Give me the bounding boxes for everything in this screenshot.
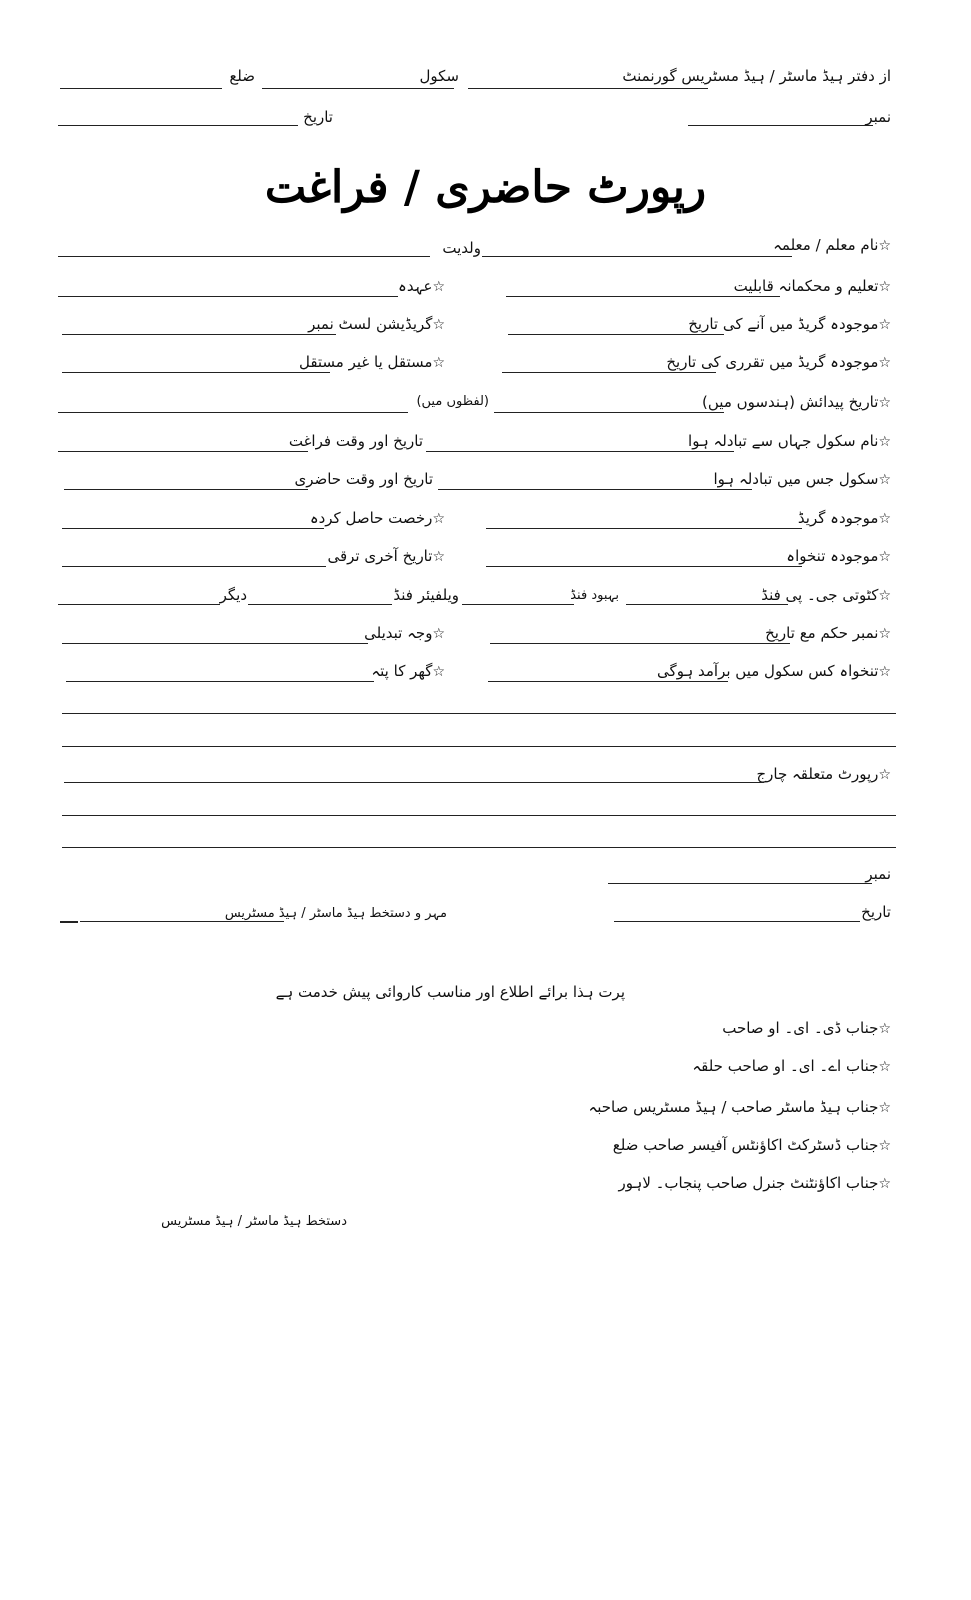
- parentage-field[interactable]: [58, 256, 430, 257]
- district-field[interactable]: [60, 88, 222, 89]
- recipient-label: جناب اے۔ ای۔ او صاحب حلقہ: [692, 1057, 879, 1075]
- designation-field[interactable]: [58, 296, 398, 297]
- order-no-date-field[interactable]: [490, 643, 790, 644]
- field-label: گریڈیشن لسٹ نمبر: [308, 315, 433, 333]
- star-icon: ☆: [878, 238, 891, 254]
- current-grade-field[interactable]: [486, 528, 802, 529]
- field-label: وجہ تبدیلی: [364, 624, 433, 642]
- recipient-item: [692, 1056, 891, 1077]
- transfer-reason-field[interactable]: [62, 643, 368, 644]
- field-label: رپورٹ متعلقہ چارج: [756, 765, 879, 783]
- star-icon: ☆: [878, 588, 891, 604]
- star-icon: ☆: [878, 355, 891, 371]
- field-label: مستقل یا غیر مستقل: [298, 353, 433, 371]
- seal-signature-field[interactable]: [80, 921, 284, 922]
- teacher-name-label: [773, 235, 891, 256]
- forwarding-note: پرت ہذا برائے اطلاع اور مناسب کاروائی پیش خدمت ہے: [275, 983, 625, 1001]
- gp-fund-label: [761, 585, 891, 606]
- star-icon: ☆: [878, 626, 891, 642]
- field-label: موجودہ گریڈ میں آنے کی تاریخ: [688, 315, 879, 333]
- qualification-field[interactable]: [506, 296, 780, 297]
- school-name-field[interactable]: [468, 88, 708, 89]
- current-salary-field[interactable]: [486, 566, 802, 567]
- recipient-item: [613, 1135, 891, 1156]
- charge-report-field[interactable]: [64, 782, 764, 783]
- footer-date-label: تاریخ: [861, 903, 891, 921]
- star-icon: ☆: [432, 355, 445, 371]
- dob-words-label: (لفظوں میں): [416, 394, 489, 409]
- page-title: رپورٹ حاضری / فراغت: [264, 162, 707, 213]
- date-field[interactable]: [58, 125, 298, 126]
- field-label: تاریخ پیدائش (ہندسوں میں): [702, 393, 879, 411]
- star-icon: ☆: [878, 317, 891, 333]
- joining-datetime-field[interactable]: [64, 489, 308, 490]
- footer-number-field[interactable]: [608, 883, 872, 884]
- field-label: نام معلم / معلمہ: [773, 236, 879, 254]
- field-label: موجودہ گریڈ: [797, 509, 879, 527]
- field-label: سکول جس میں تبادلہ ہوا: [713, 470, 879, 488]
- designation-label: [398, 276, 445, 297]
- star-icon: ☆: [878, 1059, 891, 1075]
- current-salary-label: [786, 546, 891, 567]
- recipient-item: [588, 1097, 891, 1118]
- field-label: موجودہ تنخواہ: [786, 547, 879, 565]
- star-icon: ☆: [878, 434, 891, 450]
- permanent-status-field[interactable]: [62, 372, 330, 373]
- recipient-label: جناب اکاؤنٹنٹ جنرل صاحب پنجاب۔ لاہور: [618, 1174, 879, 1192]
- star-icon: ☆: [432, 279, 445, 295]
- transferred-to-label: [713, 469, 891, 490]
- star-icon: ☆: [878, 511, 891, 527]
- number-label: نمبر: [865, 108, 891, 126]
- parentage-label: ولدیت: [442, 239, 481, 257]
- appointment-date-label: [666, 352, 891, 373]
- headmaster-signature-label: دستخط ہیڈ ماسٹر / ہیڈ مسٹریس: [161, 1214, 347, 1229]
- field-label: نام سکول جہاں سے تبادلہ ہوا: [688, 432, 879, 450]
- recipient-item: [722, 1018, 891, 1039]
- school-blank-field[interactable]: [262, 88, 454, 89]
- field-label: نمبر حکم مع تاریخ: [765, 624, 879, 642]
- gradation-list-label: [308, 314, 445, 335]
- footer-date-field[interactable]: [614, 921, 860, 922]
- teacher-name-field[interactable]: [482, 256, 792, 257]
- other-field[interactable]: [58, 604, 220, 605]
- field-label: موجودہ گریڈ میں تقرری کی تاریخ: [666, 353, 879, 371]
- other-label: دیگر: [219, 586, 247, 604]
- transfer-reason-label: [364, 623, 445, 644]
- leave-taken-label: [310, 508, 445, 529]
- transferred-from-field[interactable]: [426, 451, 734, 452]
- joining-datetime-label: تاریخ اور وقت حاضری: [294, 470, 433, 488]
- star-icon: ☆: [878, 1021, 891, 1037]
- address-continuation-line[interactable]: [62, 746, 896, 747]
- school-label: سکول: [419, 67, 459, 85]
- charge-report-label: [756, 764, 891, 785]
- current-grade-date-field[interactable]: [508, 334, 724, 335]
- star-icon: ☆: [878, 1138, 891, 1154]
- star-icon: ☆: [878, 549, 891, 565]
- date-label: تاریخ: [303, 108, 333, 126]
- star-icon: ☆: [878, 767, 891, 783]
- recipient-label: جناب ڈی۔ ای۔ او صاحب: [722, 1019, 879, 1037]
- footer-number-label: نمبر: [865, 865, 891, 883]
- field-label: رخصت حاصل کردہ: [309, 509, 433, 527]
- seal-signature-field-end: [60, 921, 78, 923]
- appointment-date-field[interactable]: [502, 372, 716, 373]
- recipient-item: [619, 1173, 891, 1194]
- star-icon: ☆: [878, 1100, 891, 1116]
- recipient-label: جناب ہیڈ ماسٹر صاحب / ہیڈ مسٹریس صاحبہ: [588, 1098, 879, 1116]
- charge-report-continuation-line[interactable]: [62, 847, 896, 848]
- recipient-label: جناب ڈسٹرکٹ اکاؤنٹس آفیسر صاحب ضلع: [612, 1136, 879, 1154]
- star-icon: ☆: [878, 1176, 891, 1192]
- field-label: عہدہ: [398, 277, 433, 295]
- benevolent-fund-label: بہبود فنڈ: [570, 588, 619, 603]
- star-icon: ☆: [878, 395, 891, 411]
- seal-signature-label: مہر و دستخط ہیڈ ماسٹر / ہیڈ مسٹریس: [224, 906, 447, 921]
- dob-digits-field[interactable]: [494, 412, 724, 413]
- field-label: کٹوتی جی۔ پی فنڈ: [761, 586, 879, 604]
- current-grade-date-label: [688, 314, 891, 335]
- address-continuation-line[interactable]: [62, 713, 896, 714]
- dob-words-field[interactable]: [58, 412, 408, 413]
- salary-school-field[interactable]: [488, 681, 728, 682]
- field-label: تاریخ آخری ترقی: [327, 547, 433, 565]
- star-icon: ☆: [878, 472, 891, 488]
- dob-label: [702, 392, 891, 413]
- field-label: تعلیم و محکمانہ قابلیت: [733, 277, 879, 295]
- qualification-label: [734, 276, 891, 297]
- welfare-fund-field[interactable]: [248, 604, 392, 605]
- leave-taken-field[interactable]: [62, 528, 324, 529]
- current-grade-label: [798, 508, 891, 529]
- benevolent-fund-field[interactable]: [462, 604, 574, 605]
- home-address-label: [371, 661, 445, 682]
- last-increment-field[interactable]: [62, 566, 326, 567]
- star-icon: ☆: [878, 664, 891, 680]
- gp-fund-field[interactable]: [626, 604, 788, 605]
- last-increment-label: [327, 546, 445, 567]
- salary-school-label: [657, 661, 891, 682]
- field-label: تنخواہ کس سکول میں برآمد ہوگی: [657, 662, 879, 680]
- order-no-date-label: [765, 623, 891, 644]
- star-icon: ☆: [432, 317, 445, 333]
- field-label: گھر کا پتہ: [371, 662, 433, 680]
- star-icon: ☆: [432, 664, 445, 680]
- welfare-fund-label: ویلفیئر فنڈ: [393, 586, 459, 604]
- permanent-status-label: [299, 352, 445, 373]
- star-icon: ☆: [432, 549, 445, 565]
- home-address-field[interactable]: [66, 681, 374, 682]
- relieving-datetime-field[interactable]: [58, 451, 308, 452]
- transferred-to-field[interactable]: [438, 489, 752, 490]
- number-field[interactable]: [688, 125, 873, 126]
- office-label: از دفتر ہیڈ ماسٹر / ہیڈ مسٹریس گورنمنٹ: [622, 67, 891, 85]
- gradation-list-field[interactable]: [62, 334, 336, 335]
- star-icon: ☆: [878, 279, 891, 295]
- district-label: ضلع: [229, 67, 255, 85]
- transferred-from-label: [688, 431, 891, 452]
- relieving-datetime-label: تاریخ اور وقت فراغت: [288, 432, 423, 450]
- charge-report-continuation-line[interactable]: [62, 815, 896, 816]
- star-icon: ☆: [432, 511, 445, 527]
- star-icon: ☆: [432, 626, 445, 642]
